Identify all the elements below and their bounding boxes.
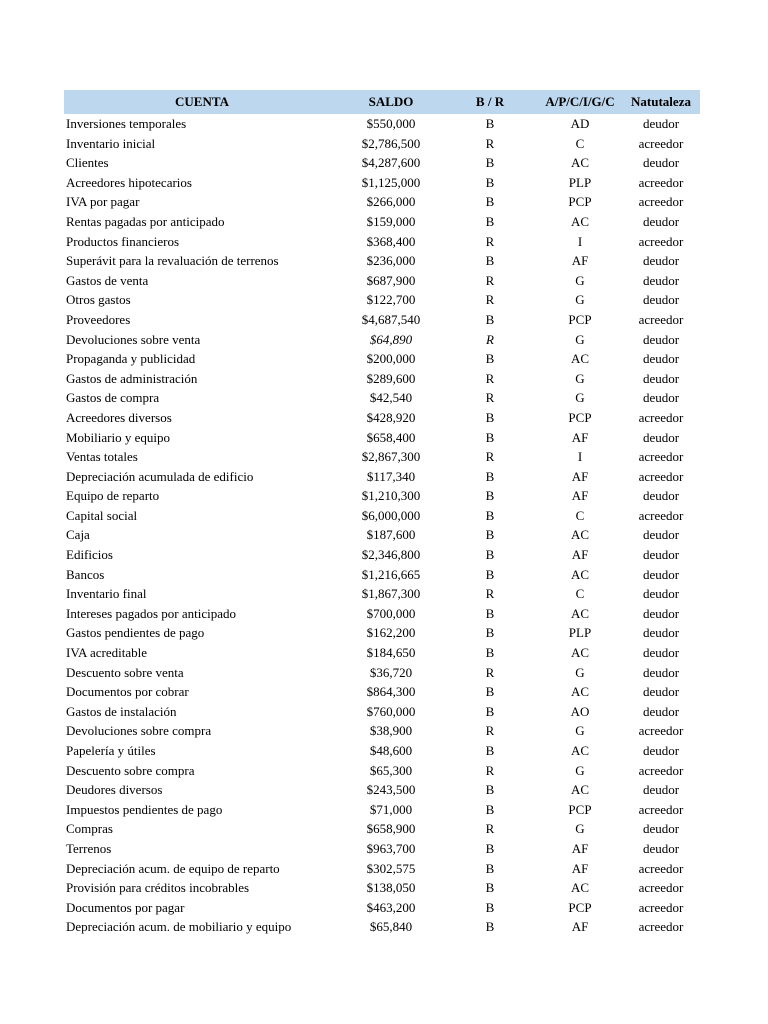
cell-cuenta: Superávit para la revaluación de terrenos [66, 253, 279, 269]
table-row [64, 212, 700, 232]
cell-br: R [485, 586, 495, 602]
cell-naturaleza: deudor [642, 116, 680, 131]
cell-saldo: $4,287,600 [361, 155, 421, 171]
cell-saldo: $36,720 [369, 664, 413, 680]
cell-br: B [485, 488, 495, 504]
table-row [64, 604, 700, 624]
cell-saldo: $1,867,300 [361, 586, 421, 602]
cell-categoria: AF [571, 488, 589, 504]
cell-categoria: AF [571, 547, 589, 563]
cell-br: R [485, 370, 495, 386]
cell-saldo: $159,000 [366, 213, 416, 229]
cell-cuenta: Capital social [66, 507, 138, 523]
cell-cuenta: Devoluciones sobre compra [66, 723, 212, 739]
cell-br: B [485, 468, 495, 484]
accounts-table [64, 90, 700, 937]
cell-categoria: AO [570, 703, 590, 719]
cell-naturaleza: acreedor [638, 723, 684, 739]
table-row [64, 780, 700, 800]
cell-categoria: PCP [568, 801, 592, 817]
cell-br: B [485, 605, 495, 621]
cell-saldo: $162,200 [366, 625, 416, 641]
cell-br: B [485, 409, 495, 425]
cell-categoria: G [575, 664, 585, 680]
table-row [64, 545, 700, 565]
table-row [64, 447, 700, 467]
cell-br: R [485, 135, 495, 151]
cell-cuenta: Descuento sobre compra [66, 762, 195, 778]
cell-cuenta: Gastos pendientes de pago [66, 625, 205, 641]
cell-cuenta: Edificios [66, 547, 113, 563]
cell-naturaleza: acreedor [638, 449, 684, 465]
cell-naturaleza: deudor [642, 782, 680, 798]
cell-naturaleza: deudor [642, 429, 680, 445]
cell-cuenta: Deudores diversos [66, 782, 163, 798]
table-row [64, 643, 700, 663]
cell-naturaleza: deudor [642, 625, 680, 641]
cell-cuenta: Bancos [66, 566, 105, 582]
cell-cuenta: Descuento sobre venta [66, 664, 184, 680]
cell-naturaleza: acreedor [638, 311, 684, 327]
cell-br: B [485, 116, 495, 131]
cell-cuenta: Rentas pagadas por anticipado [66, 213, 225, 229]
cell-categoria: AF [571, 919, 589, 935]
cell-naturaleza: deudor [642, 272, 680, 288]
header-naturaleza: Natutaleza [622, 90, 700, 114]
table-row [64, 623, 700, 643]
cell-br: B [485, 253, 495, 269]
cell-cuenta: Terrenos [66, 840, 112, 856]
cell-naturaleza: deudor [642, 331, 680, 347]
cell-cuenta: Acreedores hipotecarios [66, 174, 192, 190]
table-row [64, 917, 700, 937]
cell-br: B [485, 801, 495, 817]
cell-cuenta: Depreciación acum. de mobiliario y equipo [66, 919, 292, 935]
cell-cuenta: Compras [66, 821, 113, 837]
cell-saldo: $1,125,000 [361, 174, 421, 190]
cell-categoria: AC [570, 782, 590, 798]
cell-cuenta: Gastos de administración [66, 370, 198, 386]
account-sheet [64, 90, 700, 937]
cell-saldo: $864,300 [366, 684, 416, 700]
cell-naturaleza: deudor [642, 821, 680, 837]
table-row [64, 800, 700, 820]
cell-naturaleza: acreedor [638, 762, 684, 778]
cell-naturaleza: acreedor [638, 507, 684, 523]
cell-br: B [485, 684, 495, 700]
cell-naturaleza: deudor [642, 684, 680, 700]
table-row [64, 859, 700, 879]
cell-saldo: $2,786,500 [361, 135, 421, 151]
cell-br: R [485, 292, 495, 308]
table-row [64, 388, 700, 408]
cell-naturaleza: acreedor [638, 468, 684, 484]
cell-categoria: PCP [568, 311, 592, 327]
cell-naturaleza: deudor [642, 840, 680, 856]
cell-cuenta: Equipo de reparto [66, 488, 160, 504]
table-body [64, 114, 700, 937]
cell-categoria: PCP [568, 899, 592, 915]
cell-naturaleza: deudor [642, 566, 680, 582]
cell-naturaleza: acreedor [638, 801, 684, 817]
cell-cuenta: Inversiones temporales [66, 116, 187, 131]
cell-categoria: AC [570, 213, 590, 229]
cell-naturaleza: deudor [642, 664, 680, 680]
cell-saldo: $687,900 [366, 272, 416, 288]
table-row [64, 408, 700, 428]
table-row [64, 819, 700, 839]
cell-saldo: $122,700 [366, 292, 416, 308]
cell-saldo: $289,600 [366, 370, 416, 386]
cell-saldo: $550,000 [366, 116, 416, 131]
cell-br: B [485, 645, 495, 661]
cell-categoria: AC [570, 645, 590, 661]
cell-naturaleza: deudor [642, 351, 680, 367]
cell-saldo: $2,346,800 [361, 547, 421, 563]
cell-br: B [485, 743, 495, 758]
cell-cuenta: Ventas totales [66, 449, 138, 465]
cell-categoria: PCP [568, 194, 592, 210]
cell-cuenta: Clientes [66, 155, 109, 171]
table-row [64, 428, 700, 448]
cell-naturaleza: deudor [642, 213, 680, 229]
cell-saldo: $1,210,300 [361, 488, 421, 504]
cell-saldo: $71,000 [369, 801, 413, 817]
cell-br: B [485, 527, 495, 543]
cell-cuenta: Documentos por pagar [66, 899, 185, 915]
table-row [64, 251, 700, 271]
table-row [64, 721, 700, 741]
cell-saldo: $243,500 [366, 782, 416, 798]
cell-saldo: $65,840 [369, 919, 413, 935]
table-row [64, 839, 700, 859]
cell-categoria: PCP [568, 409, 592, 425]
table-row [64, 349, 700, 369]
cell-br: B [485, 155, 495, 171]
cell-cuenta: Provisión para créditos incobrables [66, 880, 250, 896]
cell-br: B [485, 919, 495, 935]
cell-saldo: $658,400 [366, 429, 416, 445]
header-saldo: SALDO [340, 90, 442, 114]
table-row [64, 192, 700, 212]
cell-br: B [485, 213, 495, 229]
cell-naturaleza: deudor [642, 527, 680, 543]
cell-br: R [485, 762, 495, 778]
table-row [64, 506, 700, 526]
table-row [64, 232, 700, 252]
cell-categoria: AC [570, 605, 590, 621]
cell-cuenta: Gastos de instalación [66, 703, 177, 719]
cell-saldo: $187,600 [366, 527, 416, 543]
cell-naturaleza: acreedor [638, 880, 684, 896]
cell-naturaleza: deudor [642, 703, 680, 719]
cell-saldo: $138,050 [366, 880, 416, 896]
cell-saldo: $266,000 [366, 194, 416, 210]
table-row [64, 878, 700, 898]
cell-categoria: AC [570, 155, 590, 171]
header-categoria: A/P/C/I/G/C [538, 90, 622, 114]
cell-categoria: AF [571, 468, 589, 484]
cell-cuenta: Caja [66, 527, 90, 543]
cell-categoria: PLP [568, 174, 592, 190]
cell-naturaleza: acreedor [638, 899, 684, 915]
table-row [64, 682, 700, 702]
cell-naturaleza: deudor [642, 390, 680, 406]
cell-br: B [485, 880, 495, 896]
cell-categoria: I [577, 449, 583, 465]
cell-cuenta: Devoluciones sobre venta [66, 331, 201, 347]
table-row [64, 369, 700, 389]
cell-categoria: G [575, 762, 585, 778]
table-row [64, 565, 700, 585]
cell-cuenta: Otros gastos [66, 292, 131, 308]
table-row [64, 310, 700, 330]
cell-categoria: AC [570, 684, 590, 700]
cell-br: B [485, 507, 495, 523]
cell-br: R [485, 664, 495, 680]
cell-categoria: G [575, 292, 585, 308]
cell-br: B [485, 860, 495, 876]
cell-cuenta: Documentos por cobrar [66, 684, 189, 700]
cell-categoria: AF [571, 860, 589, 876]
cell-saldo: $42,540 [369, 390, 413, 406]
cell-cuenta: Gastos de venta [66, 272, 149, 288]
cell-naturaleza: deudor [642, 605, 680, 621]
cell-categoria: G [575, 331, 585, 347]
cell-naturaleza: acreedor [638, 135, 684, 151]
cell-saldo: $4,687,540 [361, 311, 421, 327]
cell-saldo: $117,340 [366, 468, 416, 484]
cell-cuenta: Depreciación acumulada de edificio [66, 468, 254, 484]
cell-naturaleza: deudor [642, 155, 680, 171]
cell-saldo: $236,000 [366, 253, 416, 269]
cell-categoria: AC [570, 566, 590, 582]
cell-saldo: $65,300 [369, 762, 413, 778]
cell-categoria: I [577, 233, 583, 249]
table-row [64, 271, 700, 291]
table-row [64, 330, 700, 350]
cell-naturaleza: acreedor [638, 919, 684, 935]
cell-categoria: AF [571, 840, 589, 856]
cell-br: R [486, 331, 494, 347]
cell-br: B [485, 194, 495, 210]
cell-br: R [485, 233, 495, 249]
cell-cuenta: Impuestos pendientes de pago [66, 801, 223, 817]
cell-naturaleza: deudor [642, 292, 680, 308]
cell-naturaleza: acreedor [638, 194, 684, 210]
cell-saldo: $658,900 [366, 821, 416, 837]
cell-cuenta: Mobiliario y equipo [66, 429, 170, 445]
cell-saldo: $6,000,000 [361, 507, 421, 523]
cell-saldo: $200,000 [366, 351, 416, 367]
cell-cuenta: Gastos de compra [66, 390, 160, 406]
cell-cuenta: Productos financieros [66, 233, 180, 249]
cell-br: B [485, 311, 495, 327]
cell-naturaleza: acreedor [638, 409, 684, 425]
cell-br: B [485, 703, 495, 719]
cell-cuenta: Papelería y útiles [66, 743, 156, 758]
cell-br: R [485, 272, 495, 288]
cell-br: B [485, 840, 495, 856]
cell-categoria: AC [570, 743, 590, 758]
table-row [64, 114, 700, 134]
cell-cuenta: Inventario final [66, 586, 147, 602]
cell-naturaleza: deudor [642, 586, 680, 602]
cell-categoria: C [575, 507, 585, 523]
cell-categoria: AF [571, 429, 589, 445]
cell-categoria: PLP [568, 625, 592, 641]
cell-saldo: $38,900 [369, 723, 413, 739]
cell-br: B [485, 899, 495, 915]
cell-cuenta: IVA acreditable [66, 645, 147, 661]
table-row [64, 173, 700, 193]
cell-naturaleza: deudor [642, 743, 680, 758]
cell-naturaleza: deudor [642, 253, 680, 269]
cell-naturaleza: deudor [642, 370, 680, 386]
cell-br: B [485, 782, 495, 798]
cell-br: R [485, 449, 495, 465]
table-row [64, 467, 700, 487]
cell-categoria: AF [571, 253, 589, 269]
cell-cuenta: Inventario inicial [66, 135, 156, 151]
cell-saldo: $302,575 [366, 860, 416, 876]
cell-cuenta: Propaganda y publicidad [66, 351, 196, 367]
header-br: B / R [442, 90, 538, 114]
cell-saldo: $48,600 [369, 743, 413, 758]
cell-br: B [485, 429, 495, 445]
cell-categoria: C [575, 586, 585, 602]
table-row [64, 153, 700, 173]
table-row [64, 898, 700, 918]
cell-saldo: $760,000 [366, 703, 416, 719]
cell-saldo: $2,867,300 [361, 449, 421, 465]
table-row [64, 290, 700, 310]
cell-saldo: $368,400 [366, 233, 416, 249]
cell-categoria: G [575, 272, 585, 288]
table-row [64, 486, 700, 506]
cell-br: B [485, 547, 495, 563]
table-row [64, 525, 700, 545]
cell-naturaleza: acreedor [638, 860, 684, 876]
cell-cuenta: IVA por pagar [66, 194, 140, 210]
table-row [64, 761, 700, 781]
cell-br: R [485, 821, 495, 837]
table-row [64, 584, 700, 604]
cell-br: B [485, 351, 495, 367]
cell-br: R [485, 390, 495, 406]
cell-categoria: AC [570, 880, 590, 896]
cell-categoria: G [575, 821, 585, 837]
cell-naturaleza: deudor [642, 645, 680, 661]
cell-saldo: $963,700 [366, 840, 416, 856]
cell-categoria: C [575, 135, 585, 151]
table-row [64, 134, 700, 154]
cell-naturaleza: deudor [642, 547, 680, 563]
cell-categoria: G [575, 390, 585, 406]
cell-naturaleza: acreedor [638, 174, 684, 190]
cell-saldo: $428,920 [366, 409, 416, 425]
cell-saldo: $1,216,665 [361, 566, 421, 582]
cell-cuenta: Proveedores [66, 311, 131, 327]
cell-categoria: AC [570, 351, 590, 367]
cell-br: B [485, 174, 495, 190]
cell-categoria: AD [570, 116, 590, 131]
cell-naturaleza: acreedor [638, 233, 684, 249]
cell-naturaleza: deudor [642, 488, 680, 504]
cell-cuenta: Intereses pagados por anticipado [66, 605, 237, 621]
cell-categoria: AC [570, 527, 590, 543]
table-row [64, 663, 700, 683]
cell-cuenta: Depreciación acum. de equipo de reparto [66, 860, 280, 876]
cell-saldo: $184,650 [366, 645, 416, 661]
cell-categoria: G [575, 370, 585, 386]
cell-categoria: G [575, 723, 585, 739]
cell-cuenta: Acreedores diversos [66, 409, 172, 425]
cell-saldo: $64,890 [369, 331, 413, 347]
table-header-row [64, 90, 700, 114]
cell-br: B [485, 566, 495, 582]
cell-saldo: $463,200 [366, 899, 416, 915]
cell-saldo: $700,000 [366, 605, 416, 621]
header-cuenta: CUENTA [64, 90, 340, 114]
table-row [64, 741, 700, 761]
cell-br: B [485, 625, 495, 641]
cell-br: R [485, 723, 495, 739]
table-row [64, 702, 700, 722]
